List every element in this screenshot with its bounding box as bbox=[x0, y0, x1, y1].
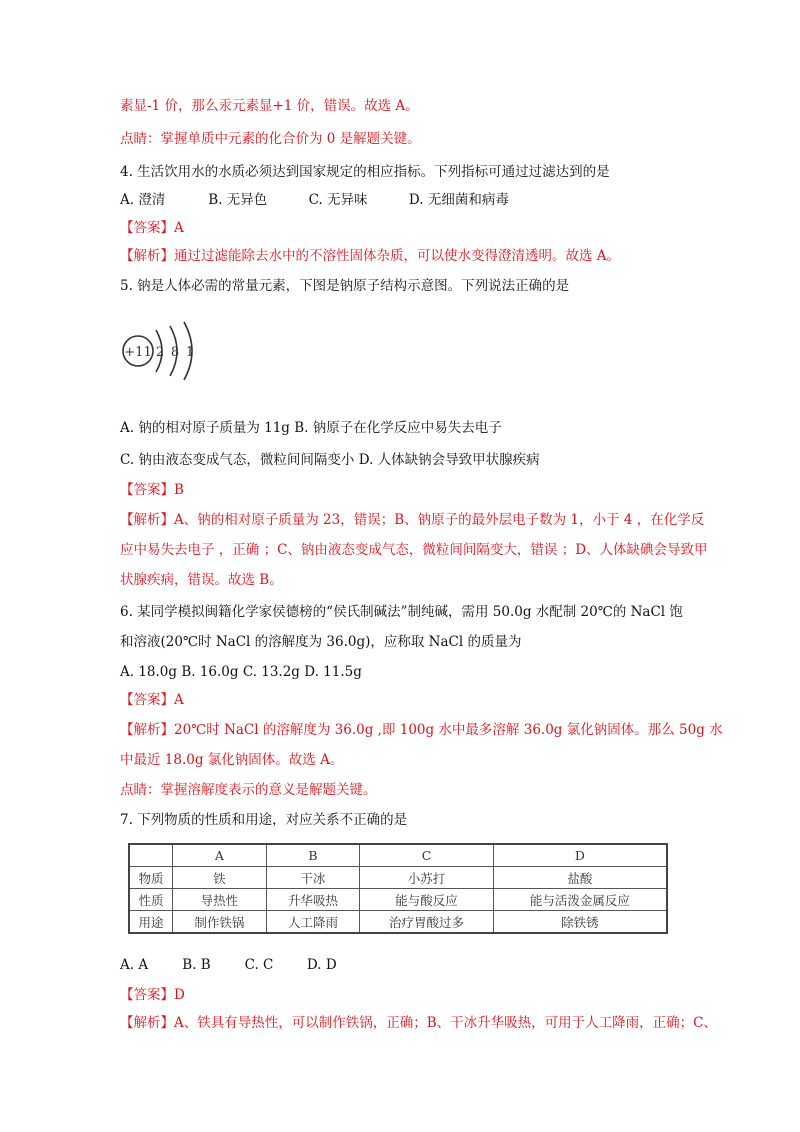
question-5: 5. 钠是人体必需的常量元素，下图是钠原子结构示意图。下列说法正确的是 bbox=[120, 278, 570, 294]
table-cell: 除铁锈 bbox=[493, 911, 667, 934]
shell-electrons-1: 2 bbox=[155, 345, 165, 360]
tip: 点睛：掌握溶解度表示的意义是解题关键。 bbox=[120, 782, 377, 798]
table-cell: 导热性 bbox=[173, 889, 267, 911]
sodium-atom-diagram bbox=[118, 318, 218, 384]
option-b: B. 无异色 bbox=[208, 192, 268, 208]
table-header-cell bbox=[129, 844, 173, 867]
table-header-cell: B bbox=[266, 844, 360, 867]
shell-electrons-3: 1 bbox=[185, 345, 195, 360]
text-line: 素显-1 价，那么汞元素显+1 价，错误。故选 A。 bbox=[120, 98, 419, 114]
table-cell: 干冰 bbox=[266, 867, 360, 889]
shell-electrons-2: 8 bbox=[170, 345, 180, 360]
question-7-options bbox=[120, 955, 337, 975]
property-table bbox=[128, 843, 668, 934]
table-cell: 铁 bbox=[173, 867, 267, 889]
table-row bbox=[129, 911, 667, 934]
option-d: D. 无细菌和病毒 bbox=[408, 192, 509, 208]
table-cell: 能与酸反应 bbox=[360, 889, 493, 911]
analysis: 【解析】A、钠的相对原子质量为 23，错误；B、钠原子的最外层电子数为 1，小于 4 ，在化学反 bbox=[120, 512, 705, 528]
option-d: D. D bbox=[306, 957, 337, 973]
table-cell: 治疗胃酸过多 bbox=[360, 911, 493, 934]
table-cell: 人工降雨 bbox=[266, 911, 360, 934]
question-6-options: A. 18.0g B. 16.0g C. 13.2g D. 11.5g bbox=[120, 664, 362, 680]
question-4: 4. 生活饮用水的水质必须达到国家规定的相应指标。下列指标可通过过滤达到的是 bbox=[120, 164, 610, 180]
table-cell: 物质 bbox=[129, 867, 173, 889]
option-b: B. B bbox=[182, 957, 211, 973]
question-7: 7. 下列物质的性质和用途，对应关系不正确的是 bbox=[120, 812, 408, 828]
table-cell: 性质 bbox=[129, 889, 173, 911]
text-line: 点睛：掌握单质中元素的化合价为 0 是解题关键。 bbox=[120, 131, 421, 147]
question-6: 和溶液(20℃时 NaCl 的溶解度为 36.0g)，应称取 NaCl 的质量为 bbox=[120, 634, 522, 650]
analysis: 【解析】20℃时 NaCl 的溶解度为 36.0g ,即 100g 水中最多溶解 36.0g 氯化钠固体。那么 50g 水 bbox=[120, 722, 723, 738]
option-a: A. 澄清 bbox=[120, 192, 166, 208]
table-cell: 用途 bbox=[129, 911, 173, 934]
table-header-cell: C bbox=[360, 844, 493, 867]
analysis: 【解析】A、铁具有导热性，可以制作铁锅，正确；B、干冰升华吸热，可用于人工降雨，正确；C、 bbox=[120, 1015, 717, 1031]
table-cell: 升华吸热 bbox=[266, 889, 360, 911]
table-header-cell: A bbox=[173, 844, 267, 867]
answer: 【答案】B bbox=[120, 482, 184, 498]
question-6: 6. 某同学模拟闽籍化学家侯德榜的“侯氏制碱法”制纯碱，需用 50.0g 水配制 20℃的 NaCl 饱 bbox=[120, 604, 683, 620]
table-cell: 小苏打 bbox=[360, 867, 493, 889]
table-row bbox=[129, 889, 667, 911]
table-cell: 盐酸 bbox=[493, 867, 667, 889]
answer: 【答案】D bbox=[120, 987, 185, 1003]
table-header-cell: D bbox=[493, 844, 667, 867]
table-cell: 制作铁锅 bbox=[173, 911, 267, 934]
nucleus-label: +11 bbox=[124, 345, 152, 360]
option-c: C. C bbox=[244, 957, 274, 973]
table-header-row bbox=[129, 844, 667, 867]
question-5-options-cd: C. 钠由液态变成气态，微粒间间隔变小 D. 人体缺钠会导致甲状腺疾病 bbox=[120, 452, 540, 468]
analysis: 【解析】通过过滤能除去水中的不溶性固体杂质，可以使水变得澄清透明。故选 A。 bbox=[120, 248, 621, 264]
option-c: C. 无异味 bbox=[308, 192, 368, 208]
question-4-options bbox=[120, 190, 509, 210]
analysis: 状腺疾病，错误。故选 B。 bbox=[120, 572, 283, 588]
answer: 【答案】A bbox=[120, 220, 184, 236]
answer: 【答案】A bbox=[120, 692, 184, 708]
table-cell: 能与活泼金属反应 bbox=[493, 889, 667, 911]
analysis: 应中易失去电子 ，正确 ；C、钠由液态变成气态，微粒间间隔变大，错误 ；D、人体缺碘会导致甲 bbox=[120, 542, 708, 558]
analysis: 中最近 18.0g 氯化钠固体。故选 A。 bbox=[120, 752, 344, 768]
table-row bbox=[129, 867, 667, 889]
option-a: A. A bbox=[120, 957, 149, 973]
question-5-options-ab: A. 钠的相对原子质量为 11g B. 钠原子在化学反应中易失去电子 bbox=[120, 420, 502, 436]
